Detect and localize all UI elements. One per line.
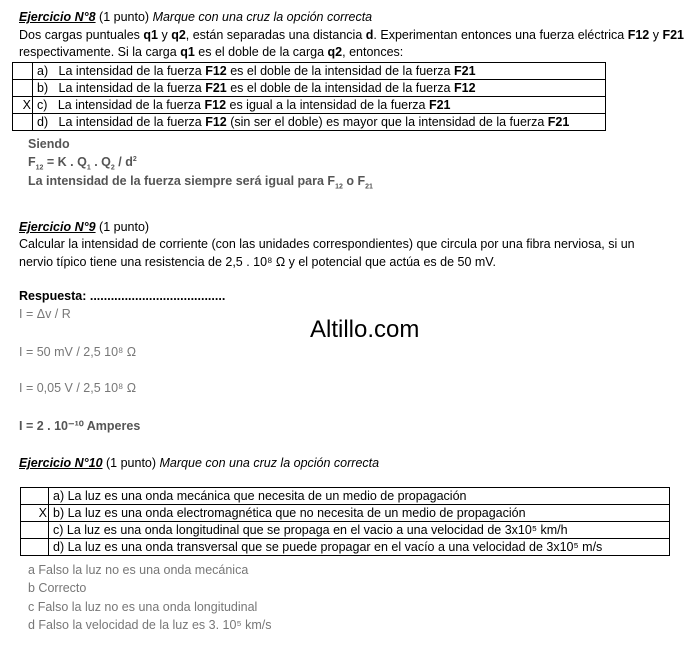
ex9-statement-line1: Calcular la intensidad de corriente (con las unidades correspondientes) que circula por una fibra nerviosa, si un [19, 237, 635, 251]
ex8-statement-line2: respectivamente. Si la carga q1 es el doble de la carga q2, entonces: [19, 45, 404, 59]
ex8-option-text: b) La intensidad de la fuerza F21 es el doble de la intensidad de la fuerza F12 [33, 80, 606, 97]
ex8-option-text: a) La intensidad de la fuerza F12 es el doble de la intensidad de la fuerza F21 [33, 63, 606, 80]
ex10-note: c Falso la luz no es una onda longitudinal [28, 600, 258, 614]
ex10-title: Ejercicio N°10 [19, 456, 103, 470]
ex10-mark-cell[interactable] [21, 488, 49, 505]
ex10-points: (1 punto) [106, 456, 157, 470]
ex8-mark-cell[interactable]: X [13, 97, 33, 114]
ex9-title: Ejercicio N°9 [19, 220, 96, 234]
ex8-mark-cell[interactable] [13, 114, 33, 131]
ex10-option-text: c) La luz es una onda longitudinal que se propaga en el vacio a una velocidad de 3x10⁵ km/h [49, 522, 670, 539]
ex10-option-text: d) La luz es una onda transversal que se puede propagar en el vacío a una velocidad de 3x10⁵ m/s [49, 539, 670, 556]
ex10-option-row[interactable] [21, 539, 670, 556]
ex10-mark-cell[interactable] [21, 539, 49, 556]
ex10-option-text: a) La luz es una onda mecánica que necesita de un medio de propagación [49, 488, 670, 505]
ex10-option-row[interactable] [21, 522, 670, 539]
ex8-siendo: Siendo [28, 137, 70, 151]
ex8-option-text: d) La intensidad de la fuerza F12 (sin ser el doble) es mayor que la intensidad de la fuerza F21 [33, 114, 606, 131]
ex9-header [19, 220, 149, 234]
ex9-result: I = 2 . 10⁻¹⁰ Amperes [19, 419, 141, 433]
ex8-mark-cell[interactable] [13, 80, 33, 97]
ex9-answer-label: Respuesta: ....................................... [19, 289, 226, 303]
ex10-options-table [20, 487, 670, 556]
ex10-mark-cell[interactable] [21, 522, 49, 539]
ex8-option-row[interactable] [13, 97, 606, 114]
ex8-instruction: Marque con una cruz la opción correcta [152, 10, 373, 24]
ex8-conclusion: La intensidad de la fuerza siempre será igual para $F_{12}$ o $F_{21}$ [28, 174, 373, 191]
ex8-statement-line1: Dos cargas puntuales q1 y q2, están separadas una distancia d. Experimentan entonces una fuerza eléctrica F12 y F21 [19, 28, 685, 42]
ex10-option-row[interactable] [21, 488, 670, 505]
ex8-option-text: c) La intensidad de la fuerza F12 es igual a la intensidad de la fuerza F21 [33, 97, 606, 114]
ex9-step2: I = 50 mV / 2,5 10⁸ Ω [19, 345, 137, 359]
ex10-note: a Falso la luz no es una onda mecánica [28, 563, 249, 577]
ex9-statement-line2: nervio típico tiene una resistencia de 2,5 . 10⁸ Ω y el potencial que actúa es de 50 mV. [19, 255, 496, 269]
ex9-points: (1 punto) [99, 220, 150, 234]
ex8-option-row[interactable] [13, 114, 606, 131]
ex8-title: Ejercicio N°8 [19, 10, 96, 24]
ex8-header [19, 10, 372, 24]
ex8-option-row[interactable] [13, 80, 606, 97]
ex10-instruction: Marque con una cruz la opción correcta [159, 456, 380, 470]
ex9-step3: I = 0,05 V / 2,5 10⁸ Ω [19, 381, 137, 395]
ex10-header [19, 456, 379, 470]
ex8-points: (1 punto) [99, 10, 150, 24]
ex10-note: b Correcto [28, 581, 87, 595]
ex10-option-row[interactable] [21, 505, 670, 522]
ex8-options-table [12, 62, 606, 131]
ex9-step1: I = Δv / R [19, 307, 71, 321]
watermark: Altillo.com [310, 316, 420, 343]
ex10-mark-cell[interactable]: X [21, 505, 49, 522]
ex10-note: d Falso la velocidad de la luz es 3. 10⁵ km/s [28, 618, 272, 632]
ex8-option-row[interactable] [13, 63, 606, 80]
ex8-mark-cell[interactable] [13, 63, 33, 80]
ex8-formula: $F_{12} = K$ . $Q_1$ . $Q_2 / d^2$ [28, 155, 137, 172]
ex10-option-text: b) La luz es una onda electromagnética que no necesita de un medio de propagación [49, 505, 670, 522]
